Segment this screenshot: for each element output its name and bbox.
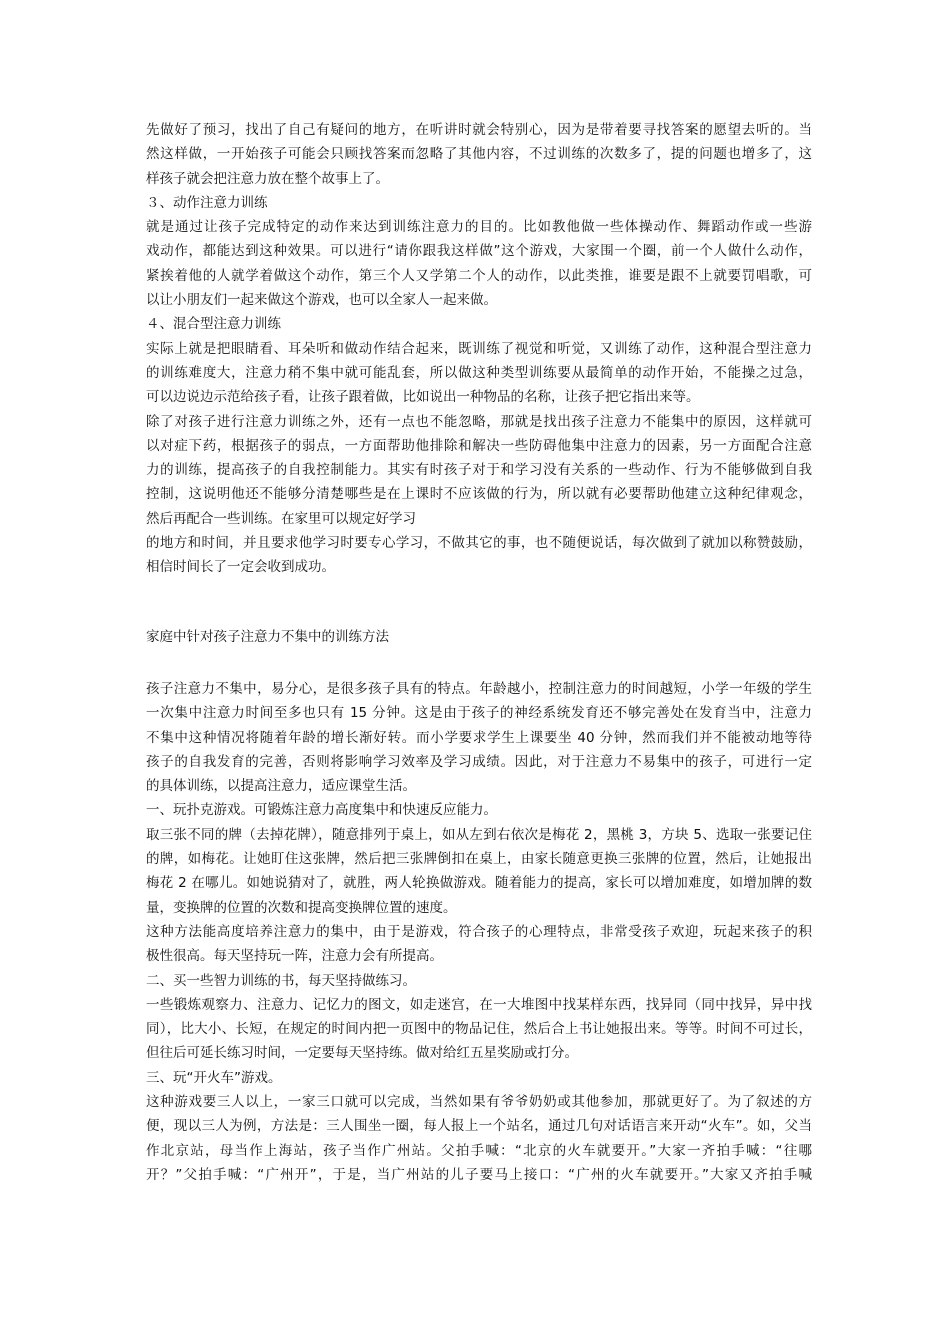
text-line: 的具体训练，以提高注意力，适应课堂生活。 — [146, 778, 416, 795]
text-line: 作北京站，母当作上海站，孩子当作广州站。父拍手喊：“北京的火车就要开。”大家一齐拍手喊：“往哪 — [146, 1142, 812, 1159]
text-line: 除了对孩子进行注意力训练之外，还有一点也不能忽略，那就是找出孩子注意力不能集中的原因，这样就可 — [146, 413, 812, 430]
text-line: 以让小朋友们一起来做这个游戏，也可以全家人一起来做。 — [146, 292, 497, 309]
text-line: 一些锻炼观察力、注意力、记忆力的图文，如走迷宫，在一大堆图中找某样东西，找异同（同中找异，异中找 — [146, 996, 812, 1013]
text-line: 梅花 2 在哪儿。如她说猜对了，就胜，两人轮换做游戏。随着能力的提高，家长可以增加难度，如增加牌的数 — [146, 875, 812, 892]
text-line: 实际上就是把眼睛看、耳朵听和做动作结合起来，既训练了视觉和听觉，又训练了动作，这种混合型注意力 — [146, 340, 812, 357]
article-title: 家庭中针对孩子注意力不集中的训练方法 — [146, 628, 389, 645]
text-line: 控制，这说明他还不能够分清楚哪些是在上课时不应该做的行为，所以就有必要帮助他建立这种纪律观念， — [146, 486, 812, 503]
text-line: 就是通过让孩子完成特定的动作来达到训练注意力的目的。比如教他做一些体操动作、舞蹈动作或一些游 — [146, 219, 812, 236]
text-line: 但往后可延长练习时间，一定要每天坚持练。做对给红五星奖励或打分。 — [146, 1045, 578, 1062]
text-line: 同），比大小、长短，在规定的时间内把一页图中的物品记住，然后合上书让她报出来。等等。时间不可过长， — [146, 1021, 812, 1038]
text-line: 的牌，如梅花。让她盯住这张牌，然后把三张牌倒扣在桌上，由家长随意更换三张牌的位置，然后，让她报出 — [146, 851, 812, 868]
text-line: 相信时间长了一定会收到成功。 — [146, 559, 335, 576]
text-line: 可以边说边示范给孩子看，让孩子跟着做，比如说出一种物品的名称，让孩子把它指出来等。 — [146, 389, 700, 406]
text-line: 力的训练，提高孩子的自我控制能力。其实有时孩子对于和学习没有关系的一些动作、行为不能够做到自我 — [146, 462, 812, 479]
text-line: 极性很高。每天坚持玩一阵，注意力会有所提高。 — [146, 948, 443, 965]
text-line: 的地方和时间，并且要求他学习时要专心学习，不做其它的事，也不随便说话，每次做到了就加以称赞鼓励， — [146, 535, 812, 552]
section-attention-training-continued — [146, 118, 812, 580]
text-line: 孩子的自我发育的完善，否则将影响学习效率及学习成绩。因此，对于注意力不易集中的孩子，可进行一定 — [146, 753, 812, 770]
text-line: 便，现以三人为例，方法是：三人围坐一圈，每人报上一个站名，通过几句对话语言来开动“火车”。如，父当 — [146, 1118, 812, 1135]
text-line: 孩子注意力不集中，易分心，是很多孩子具有的特点。年龄越小，控制注意力的时间越短，小学一年级的学生 — [146, 680, 812, 697]
text-line: 开？”父拍手喊：“广州开”，于是，当广州站的儿子要马上接口：“广州的火车就要开。”大家又齐拍手喊 — [146, 1166, 812, 1183]
text-line: 以对症下药，根据孩子的弱点，一方面帮助他排除和解决一些防碍他集中注意力的因素，另一方面配合注意 — [146, 437, 812, 454]
text-line: ４、混合型注意力训练 — [146, 316, 281, 333]
section-training-methods — [146, 677, 812, 1187]
text-line: 一、玩扑克游戏。可锻炼注意力高度集中和快速反应能力。 — [146, 802, 497, 819]
document-page — [146, 118, 812, 1187]
text-line: 然这样做，一开始孩子可能会只顾找答案而忽略了其他内容，不过训练的次数多了，提的问题也增多了，这 — [146, 146, 812, 163]
text-line: 先做好了预习，找出了自己有疑问的地方，在听讲时就会特别心，因为是带着要寻找答案的愿望去听的。当 — [146, 122, 812, 138]
text-line: 量，变换牌的位置的次数和提高变换牌位置的速度。 — [146, 899, 457, 916]
text-line: 三、玩“开火车”游戏。 — [146, 1069, 282, 1086]
text-line: 样孩子就会把注意力放在整个故事上了。 — [146, 170, 389, 187]
text-line: 这种游戏要三人以上，一家三口就可以完成，当然如果有爷爷奶奶或其他参加，那就更好了。为了叙述的方 — [146, 1093, 812, 1110]
text-line: 紧挨着他的人就学着做这个动作，第三个人又学第二个人的动作，以此类推，谁要是跟不上就要罚唱歌，可 — [146, 267, 812, 284]
text-line: 的训练难度大，注意力稍不集中就可能乱套，所以做这种类型训练要从最简单的动作开始，不能操之过急， — [146, 364, 812, 381]
text-line: 这种方法能高度培养注意力的集中，由于是游戏，符合孩子的心理特点，非常受孩子欢迎，玩起来孩子的积 — [146, 923, 812, 940]
text-line: 取三张不同的牌（去掉花牌），随意排列于桌上，如从左到右依次是梅花 2，黑桃 3，方块 5、选取一张要记住 — [146, 826, 812, 843]
title-gap — [146, 649, 812, 677]
text-line: 一次集中注意力时间至多也只有 15 分钟。这是由于孩子的神经系统发育还不够完善处在发育当中，注意力 — [146, 705, 812, 722]
section-gap — [146, 580, 812, 625]
text-line: 不集中这种情况将随着年龄的增长渐好转。而小学要求学生上课要坐 40 分钟，然而我们并不能被动地等待 — [146, 729, 812, 746]
text-line: 二、买一些智力训练的书，每天坚持做练习。 — [146, 972, 416, 989]
text-line: 然后再配合一些训练。在家里可以规定好学习 — [146, 510, 416, 527]
text-line: 戏动作，都能达到这种效果。可以进行“请你跟我这样做”这个游戏，大家围一个圈，前一个人做什么动作， — [146, 243, 812, 260]
text-line: ３、动作注意力训练 — [146, 194, 268, 211]
